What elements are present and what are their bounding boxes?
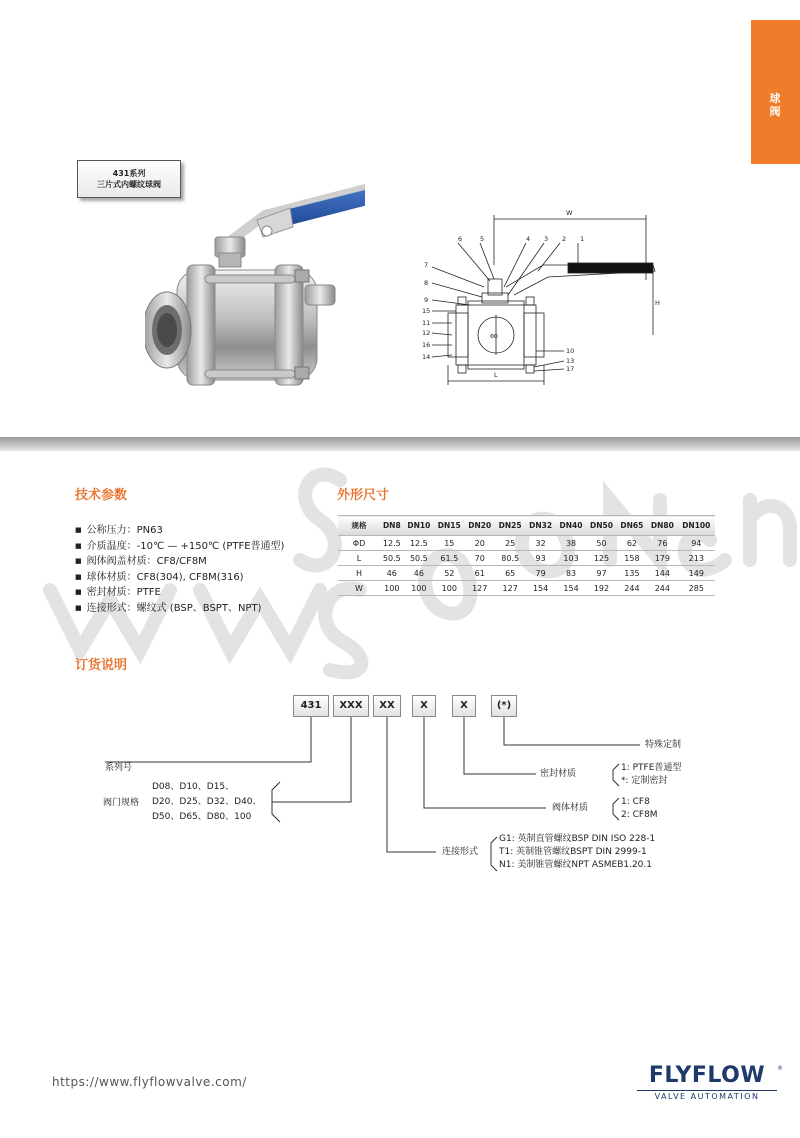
category-tab[interactable] [751, 20, 800, 164]
size-option: D08、D10、D15、 [152, 782, 235, 792]
dim-h-label: H [655, 299, 660, 307]
table-cell: 158 [617, 551, 647, 566]
size-label: 阀门规格 [103, 798, 140, 808]
table-cell: 154 [525, 581, 555, 596]
table-cell: 179 [647, 551, 677, 566]
table-cell: 32 [525, 536, 555, 551]
table-cell: 125 [586, 551, 616, 566]
body-material-option: 1: CF8 [621, 797, 650, 807]
dim-w-label: W [566, 209, 573, 217]
tech-param-item: ■ 连接形式：螺纹式 (BSP、BSPT、NPT) [75, 601, 284, 617]
connection-label: 连接形式 [442, 847, 479, 857]
category-tab-label: 球阀 [769, 92, 781, 118]
table-cell: 46 [404, 566, 434, 581]
table-cell: 50.5 [404, 551, 434, 566]
callout-9: 9 [424, 296, 429, 304]
table-cell: 15 [434, 536, 464, 551]
table-cell: 154 [556, 581, 586, 596]
order-section-title: 订货说明 [75, 658, 128, 673]
table-cell: 285 [678, 581, 715, 596]
table-cell: 12.5 [404, 536, 434, 551]
connection-option: G1: 英制直管螺纹BSP DIN ISO 228-1 [499, 834, 656, 844]
table-cell: 80.5 [495, 551, 525, 566]
section-divider-band [0, 437, 800, 451]
callout-12: 12 [422, 329, 431, 337]
callout-17: 17 [566, 365, 575, 373]
table-cell: 20 [465, 536, 495, 551]
registered-mark: ® [777, 1065, 783, 1072]
table-cell: 65 [495, 566, 525, 581]
header-cell: DN8 [380, 516, 404, 536]
tech-param-item: ■ 阀体阀盖材质：CF8/CF8M [75, 554, 284, 570]
header-cell: DN10 [404, 516, 434, 536]
table-cell: 62 [617, 536, 647, 551]
table-cell: 61 [465, 566, 495, 581]
seal-material-label: 密封材质 [540, 769, 577, 779]
tech-param-item: ■ 公称压力：PN63 [75, 523, 284, 539]
seal-material-option: *: 定制密封 [621, 776, 668, 786]
callout-3: 3 [544, 235, 549, 243]
code-connection-box: XX [373, 695, 401, 717]
callout-8: 8 [424, 279, 429, 287]
header-cell: 规格 [338, 516, 380, 536]
connection-option: T1: 英制锥管螺纹BSPT DIN 2999-1 [499, 847, 647, 857]
callout-14: 14 [422, 353, 431, 361]
table-cell: 76 [647, 536, 677, 551]
code-special-box: (*) [491, 695, 517, 717]
callout-1: 1 [580, 235, 585, 243]
header-cell: DN15 [434, 516, 464, 536]
header-cell: DN50 [586, 516, 616, 536]
dim-d-label: ΦD [490, 334, 498, 340]
body-material-option: 2: CF8M [621, 810, 658, 820]
table-cell: 83 [556, 566, 586, 581]
row-label-cell: ΦD [338, 536, 380, 551]
table-cell: 79 [525, 566, 555, 581]
header-cell: DN80 [647, 516, 677, 536]
size-option: D50、D65、D80、100 [152, 812, 252, 822]
special-custom-label: 特殊定制 [645, 740, 682, 750]
table-cell: 244 [617, 581, 647, 596]
header-cell: DN20 [465, 516, 495, 536]
row-label-cell: W [338, 581, 380, 596]
table-cell: 61.5 [434, 551, 464, 566]
table-cell: 103 [556, 551, 586, 566]
table-cell: 94 [678, 536, 715, 551]
table-row [338, 536, 715, 551]
table-cell: 25 [495, 536, 525, 551]
tech-param-list [75, 523, 284, 616]
model-name: 三片式内螺纹球阀 [97, 180, 161, 189]
table-cell: 100 [434, 581, 464, 596]
callout-11: 11 [422, 319, 431, 327]
series-label: 系列号 [105, 763, 133, 773]
table-cell: 38 [556, 536, 586, 551]
table-cell: 127 [465, 581, 495, 596]
header-cell: DN32 [525, 516, 555, 536]
callout-15: 15 [422, 307, 431, 315]
body-material-label: 阀体材质 [552, 803, 589, 813]
callout-2: 2 [562, 235, 567, 243]
code-size-box: XXX [333, 695, 369, 717]
callout-7: 7 [424, 261, 429, 269]
table-cell: 12.5 [380, 536, 404, 551]
table-cell: 50 [586, 536, 616, 551]
tech-section-title: 技术参数 [75, 488, 128, 503]
callout-13: 13 [566, 357, 575, 365]
table-cell: 93 [525, 551, 555, 566]
size-option: D20、D25、D32、D40、 [152, 797, 262, 807]
header-cell: DN65 [617, 516, 647, 536]
valve-section-drawing [418, 205, 678, 395]
brand-tagline: VALVE AUTOMATION [637, 1090, 777, 1101]
table-cell: 192 [586, 581, 616, 596]
website-link[interactable]: https://www.flyflowvalve.com/ [52, 1075, 247, 1089]
table-cell: 46 [380, 566, 404, 581]
table-cell: 135 [617, 566, 647, 581]
table-cell: 100 [380, 581, 404, 596]
table-cell: 127 [495, 581, 525, 596]
table-row [338, 581, 715, 596]
dim-l-label: L [494, 371, 498, 379]
header-cell: DN25 [495, 516, 525, 536]
ball-valve-photo [145, 175, 365, 420]
table-row [338, 551, 715, 566]
table-cell: 100 [404, 581, 434, 596]
table-cell: 52 [434, 566, 464, 581]
table-row [338, 566, 715, 581]
row-label-cell: L [338, 551, 380, 566]
seal-material-option: 1: PTFE普通型 [621, 763, 682, 773]
tech-param-item: ■ 密封材质：PTFE [75, 585, 284, 601]
code-body-box: X [412, 695, 436, 717]
callout-6: 6 [458, 235, 463, 243]
model-series: 431系列 [112, 169, 146, 178]
dims-section-title: 外形尺寸 [337, 488, 390, 503]
dimension-table [338, 515, 715, 596]
header-cell: DN100 [678, 516, 715, 536]
brand-name: FLYFLOW [648, 1063, 766, 1088]
code-series-box: 431 [293, 695, 329, 717]
table-cell: 213 [678, 551, 715, 566]
callout-4: 4 [526, 235, 531, 243]
brand-logo [637, 1063, 783, 1101]
table-cell: 244 [647, 581, 677, 596]
table-cell: 70 [465, 551, 495, 566]
callout-10: 10 [566, 347, 575, 355]
table-cell: 97 [586, 566, 616, 581]
header-cell: DN40 [556, 516, 586, 536]
row-label-cell: H [338, 566, 380, 581]
callout-16: 16 [422, 341, 431, 349]
connection-option: N1: 美制锥管螺纹NPT ASMEB1.20.1 [499, 860, 652, 870]
table-header-row [338, 516, 715, 536]
table-cell: 149 [678, 566, 715, 581]
callout-5: 5 [480, 235, 485, 243]
table-cell: 144 [647, 566, 677, 581]
tech-param-item: ■ 球体材质：CF8(304), CF8M(316) [75, 570, 284, 586]
tech-param-item: ■ 介质温度：-10℃ — +150℃ (PTFE普通型) [75, 539, 284, 555]
code-seal-box: X [452, 695, 476, 717]
table-cell: 50.5 [380, 551, 404, 566]
